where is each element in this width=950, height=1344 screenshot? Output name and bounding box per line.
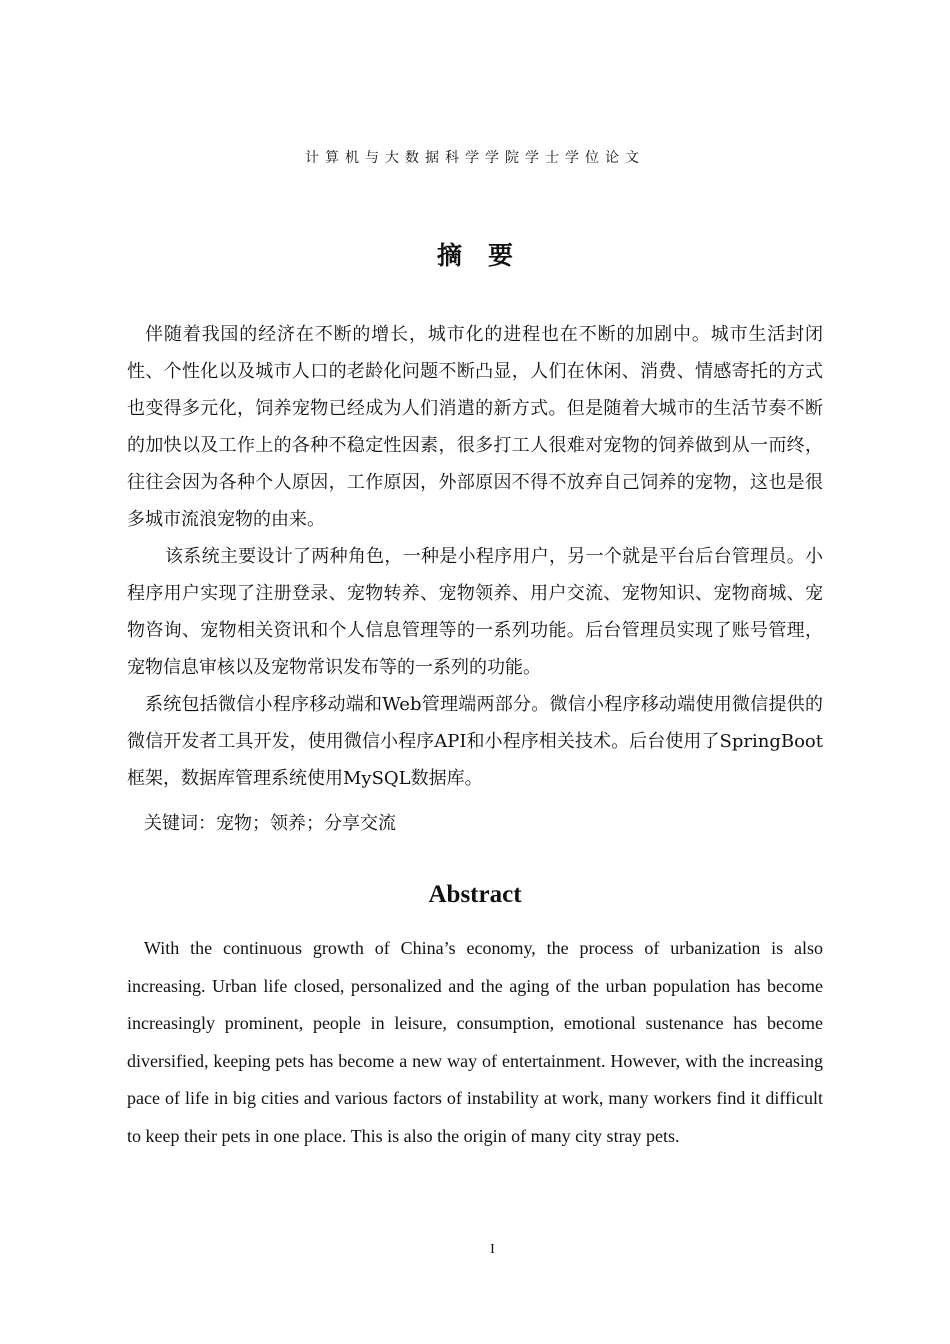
- page-number: I: [490, 1242, 495, 1257]
- running-header: 计算机与大数据科学学院学士学位论文: [305, 150, 645, 166]
- chinese-abstract-paragraph-3: 系统包括微信小程序移动端和Web管理端两部分。微信小程序移动端使用微信提供的微信开发者工具开发，使用微信小程序API和小程序相关技术。后台使用了SpringBoot框架，数据库管理系统使用MySQL数据库。: [127, 694, 823, 789]
- chinese-abstract-title: 摘要: [436, 241, 539, 270]
- keywords-label: 关键词：: [144, 813, 216, 834]
- english-abstract-paragraph: With the continuous growth of China’s economy, the process of urbanization is also increasing. Urban life closed, personalized and the aging of the urban population has become increasingly prominent, people in leisure, consumption, emotional sustenance has become diversified, keeping pets has become a new way of entertainment. However, with the increasing pace of life in big cities and various factors of instability at work, many workers find it difficult to keep their pets in one place. This is also the origin of many city stray pets.: [127, 938, 823, 1146]
- english-abstract-body: [127, 930, 823, 1155]
- chinese-abstract-paragraph-2: 该系统主要设计了两种角色，一种是小程序用户，另一个就是平台后台管理员。小程序用户实现了注册登录、宠物转养、宠物领养、用户交流、宠物知识、宠物商城、宠物咨询、宠物相关资讯和个人信息管理等的一系列功能。后台管理员实现了账号管理，宠物信息审核以及宠物常识发布等的一系列的功能。: [127, 546, 823, 678]
- english-abstract-title: Abstract: [428, 881, 522, 908]
- keywords-line: [127, 805, 823, 842]
- keywords-value: 宠物；领养；分享交流: [216, 813, 396, 834]
- chinese-abstract-paragraph-1: 伴随着我国的经济在不断的增长，城市化的进程也在不断的加剧中。城市生活封闭性、个性化以及城市人口的老龄化问题不断凸显，人们在休闲、消费、情感寄托的方式也变得多元化，饲养宠物已经成为人们消遣的新方式。但是随着大城市的生活节奏不断的加快以及工作上的各种不稳定性因素，很多打工人很难对宠物的饲养做到从一而终，往往会因为各种个人原因，工作原因，外部原因不得不放弃自己饲养的宠物，这也是很多城市流浪宠物的由来。: [127, 324, 823, 530]
- chinese-abstract-body: [127, 316, 823, 842]
